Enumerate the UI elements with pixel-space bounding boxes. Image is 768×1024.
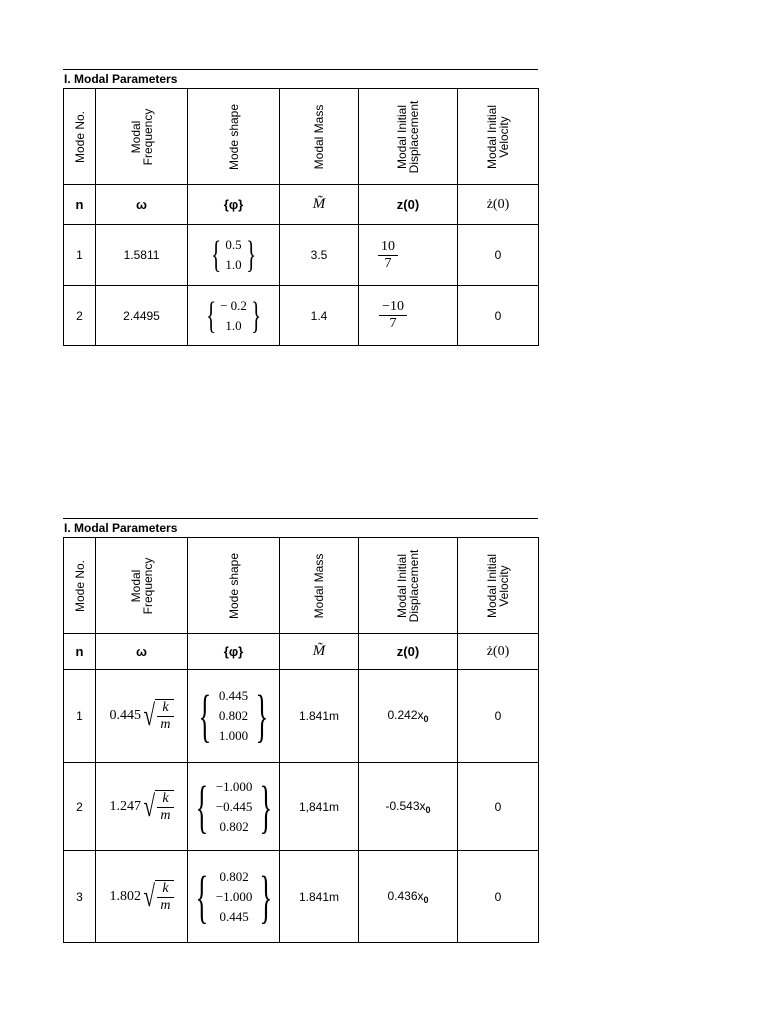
mode-shape-vector: { −1.000 −0.445 0.802 } [188,763,280,851]
mode-shape-vector: { 0.802 −1.000 0.445 } [188,851,280,943]
table-row [64,851,539,943]
modal-initial-velocity: 0 [458,286,539,346]
header-mode-shape: Mode shape [226,103,241,170]
header-modal-initial-displacement: Modal Initial Displacement [395,100,421,173]
table-title: I. Modal Parameters [63,518,538,537]
symbol-z0: z(0) [359,634,458,670]
symbol-omega: ω [96,185,188,225]
mode-shape-vector: { 0.5 1.0 } [188,225,280,286]
header-modal-initial-velocity: Modal Initial Velocity [485,104,511,169]
table-row [64,225,539,286]
header-modal-mass: Modal Mass [312,553,326,618]
symbol-phi: {φ} [188,185,280,225]
symbol-zdot0: ż(0) [458,634,539,670]
header-modal-frequency: Modal Frequency [128,557,155,614]
symbol-zdot0: ż(0) [458,185,539,225]
modal-initial-displacement: $\frac{10}{7}$ [359,225,458,286]
modal-initial-velocity: 0 [458,851,539,943]
modal-mass: 1,841m [280,763,359,851]
mode-shape-vector: { 0.445 0.802 1.000 } [188,670,280,763]
header-row [64,538,539,634]
modal-initial-velocity: 0 [458,763,539,851]
modal-frequency: 1.247 √ $\frac{k}{m}$ [96,763,188,851]
mode-number: 2 [64,763,96,851]
header-modal-mass: Modal Mass [312,104,326,169]
modal-mass: 1.841m [280,851,359,943]
table-row [64,763,539,851]
modal-frequency: 1.5811 [96,225,188,286]
modal-initial-velocity: 0 [458,670,539,763]
modal-mass: 1.841m [280,670,359,763]
mode-number: 3 [64,851,96,943]
header-modal-initial-velocity: Modal Initial Velocity [485,553,511,618]
symbol-phi: {φ} [188,634,280,670]
modal-frequency: 1.802 √ $\frac{k}{m}$ [96,851,188,943]
header-mode-no: Mode No. [72,110,87,163]
header-modal-initial-displacement: Modal Initial Displacement [395,549,421,622]
mode-number: 1 [64,225,96,286]
symbol-n: n [64,634,96,670]
symbol-mass: M̃ [280,634,359,670]
modal-initial-displacement: $0.242x_0$ [359,670,458,763]
table-title: I. Modal Parameters [63,69,538,88]
modal-mass: 1.4 [280,286,359,346]
symbol-z0: z(0) [359,185,458,225]
mode-shape-vector: { − 0.2 1.0 } [188,286,280,346]
modal-frequency: 0.445 √ $\frac{k}{m}$ [96,670,188,763]
header-mode-shape: Mode shape [226,552,241,619]
modal-mass: 3.5 [280,225,359,286]
modal-initial-displacement: $\frac{-10}{7}$ [359,286,458,346]
table-row [64,286,539,346]
modal-frequency: 2.4495 [96,286,188,346]
header-row [64,89,539,185]
symbol-row [64,185,539,225]
symbol-row [64,634,539,670]
symbol-omega: ω [96,634,188,670]
modal-initial-velocity: 0 [458,225,539,286]
symbol-n: n [64,185,96,225]
header-modal-frequency: Modal Frequency [128,108,155,165]
modal-initial-displacement: $0.436x_0$ [359,851,458,943]
modal-initial-displacement: $-0.543x_0$ [359,763,458,851]
mode-number: 2 [64,286,96,346]
table-row [64,670,539,763]
header-mode-no: Mode No. [72,559,87,612]
mode-number: 1 [64,670,96,763]
symbol-mass: M̃ [280,185,359,225]
